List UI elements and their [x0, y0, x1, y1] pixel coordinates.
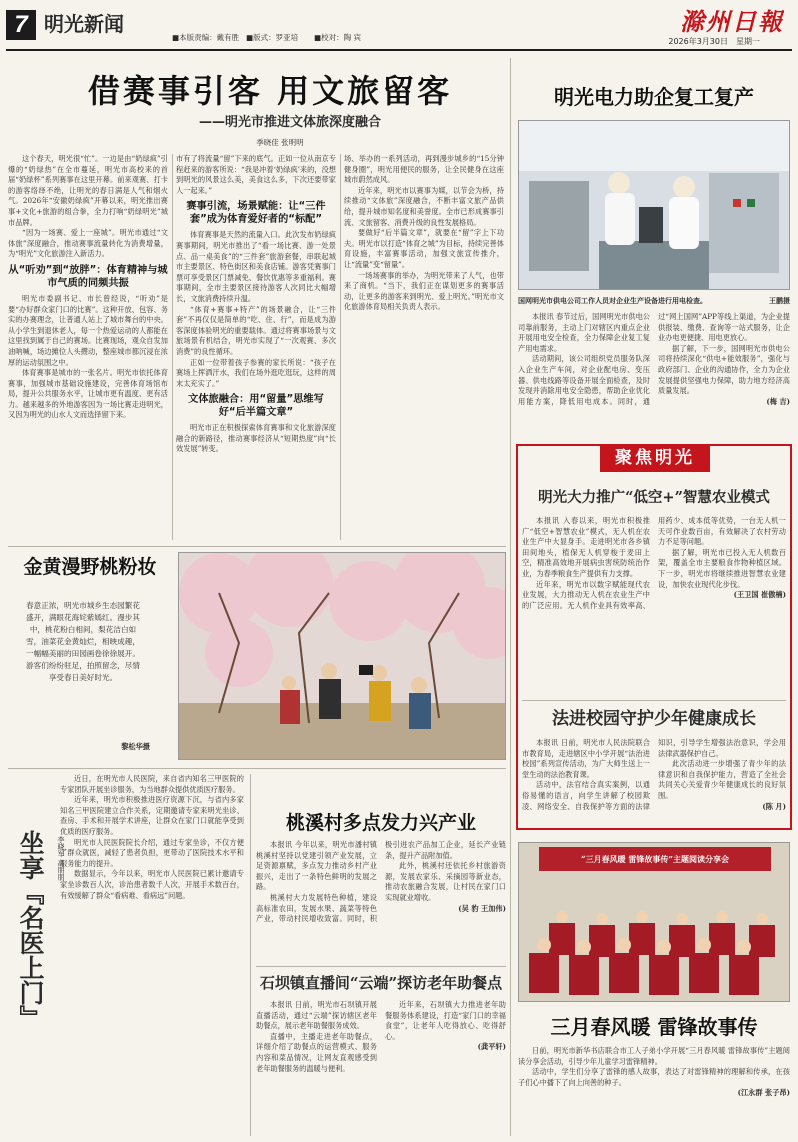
doctor-paragraph: 数据显示，今年以来，明光市人民医院已累计邀请专家坐诊数百人次，诊治患者数千人次，开展手术数百台，有效缓解了群众“看病难、看病远”问题。 — [60, 869, 244, 900]
peach-poem: 春意正浓，明光市城乡生态园繁花盛开，满眼花海姹紫嫣红。漫步其中，桃花粉白相间，梨花洁白如雪，油菜花金黄灿烂，相映成趣，一幅幅美丽的田园画卷徐徐展开。游客们纷纷驻足，拍照留念，尽情享受春日美好时光。 — [26, 601, 140, 682]
peach-credit: 黎松华摄 — [121, 742, 150, 751]
section-rule — [256, 966, 506, 967]
lead-paragraph: 场、举办的一系列活动，再到漫步城乡的“15分钟健身圈”，明光用便民的服务，让全民健身在这座城市蔚然成风。 — [344, 154, 504, 185]
masthead — [0, 0, 798, 52]
power-photo — [518, 120, 790, 290]
section-rule — [8, 546, 506, 547]
shiao-byline: (龚平轩) — [477, 1042, 506, 1052]
lead-subtitle: ——明光市推进文体旅深度融合 — [198, 115, 381, 130]
lead-paragraph: 市有了将流量“留”下来的底气。正如一位从南京专程赶来的游客所说：“我是冲着‘奶绿疯’来的，没想到明光的风景这么美，美食这么多，下次还要带家人一起来。” — [176, 154, 336, 195]
lead-subheading: 赛事引流，场景赋能：让“三件套”成为体育爱好者的“标配” — [186, 201, 326, 226]
power-photo-credit: 王鹏摄 — [769, 297, 790, 305]
thunder-paragraph: 活动中，学生们分享了雷锋的感人故事，表达了对雷锋精神的理解和传承，在孩子们心中播下了向上向善的种子。 — [518, 1067, 790, 1087]
doctor-byline: 李晓军 高朋朋 — [57, 836, 65, 881]
reading-event-photo — [518, 842, 790, 1002]
thunder-paragraph: 日前，明光市新华书店联合市工人子弟小学开展“三月春风暖 雷锋故事传”主题阅读分享会活动，引导少年儿童学习雷锋精神。 — [518, 1046, 790, 1066]
lead-paragraph: “体育+赛事+特产”的场景融合，让“三件套”不再仅仅是简单的“吃、住、行”，而是成为游客深度体验明光的重要载体。通过将赛事场景与文旅场景有机结合，明光市实现了“一次观赛、多次消费”的良性循环。 — [176, 304, 336, 356]
lead-column-1 — [8, 154, 168, 540]
shiao-paragraph: 近年来，石坝镇大力推进老年助餐服务体系建设，打造“家门口的幸福食堂”，让老年人吃得放心、吃得舒心。 — [385, 1000, 506, 1041]
column-divider — [172, 154, 173, 540]
taoxi-body — [256, 840, 506, 962]
editor-credit: ■本版责编：戴有胜 — [172, 33, 240, 42]
focus-article-1-headline: 明光大力推广“低空+”智慧农业模式 — [538, 489, 770, 506]
focus-divider — [522, 700, 786, 701]
taoxi-byline: (吴 豹 王加伟) — [458, 903, 506, 913]
focus-article-2-body — [522, 738, 786, 826]
lead-paragraph: “因为一场赛、爱上一座城”。明光市通过“文体旅”深度融合，推动赛事流量转化为消费增量，为“明光”文化旅游注入新活力。 — [8, 228, 168, 259]
header-rule — [6, 49, 792, 51]
taoxi-paragraph: 本报讯 今年以来，明光市潘村镇桃溪村坚持以党建引领产业发展，立足资源禀赋，多点发力推动乡村产业振兴，走出了一条特色鲜明的发展之路。 — [256, 840, 377, 892]
lead-column-2 — [176, 154, 336, 540]
power-paragraph: 本报讯 春节过后，国网明光市供电公司靠前服务，主动上门对辖区内重点企业开展用电安全检查，全力保障企业复工复产用电需求。 — [518, 312, 650, 353]
thunder-headline: 三月春风暖 雷锋故事传 — [550, 1015, 758, 1039]
lead-subheading: 从“听劝”到“放胖”：体育精神与城市气质的同频共振 — [8, 264, 168, 289]
lead-column-3 — [344, 154, 504, 540]
factory-inspection-image — [519, 121, 790, 290]
page-number-box: 7 — [6, 10, 36, 40]
doctor-headline: 坐享『名医上门』 — [16, 830, 45, 1030]
lead-paragraph: 体育赛事是城市的一张名片。明光市依托体育赛事，加强城市基础设施建设，完善体育场馆布局，提升公共服务水平，让城市更有温度、更有活力。越来越多的外地游客因为一场比赛走进明光，又因为明光的山水人文而选择留下来。 — [8, 368, 168, 420]
section-rule — [8, 768, 506, 769]
lead-paragraph: 明光市正在积极探索体育赛事和文化旅游深度融合的新路径，推动赛事经济从“短期热度”向“长效发展”转变。 — [176, 423, 336, 454]
power-photo-caption: 国网明光市供电公司工作人员对企业生产设备进行用电检查。 — [518, 297, 707, 305]
thunder-byline: (江永群 张子昂) — [737, 1088, 790, 1098]
proofreader-credit: ■校对：陶 宾 — [314, 33, 361, 42]
doctor-paragraph: 近年来，明光市积极推进医疗资源下沉，与省内多家知名三甲医院建立合作关系，定期邀请专家来明光坐诊、查房、手术和开展学术讲座，让群众在家门口就能享受到优质的医疗服务。 — [60, 795, 244, 836]
doctor-paragraph: 明光市人民医院院长介绍，通过专家坐诊，不仅方便了群众就医，减轻了患者负担，更带动了医院技术水平和服务能力的提升。 — [60, 837, 244, 868]
peach-photo — [178, 552, 506, 760]
column-divider — [510, 58, 511, 1136]
shiao-paragraph: 本报讯 日前，明光市石坝镇开展直播活动，通过“云端”探访辖区老年助餐点，展示老年助餐服务成效。 — [256, 1000, 377, 1031]
lead-subheading: 文体旅融合：用“留量”思维写好“后半篇文章” — [188, 394, 324, 419]
reading-event-banner: “三月春风暖 雷锋故事传”主题阅读分享会 — [581, 854, 729, 864]
thunder-body — [518, 1046, 790, 1134]
taoxi-headline: 桃溪村多点发力兴产业 — [285, 812, 476, 834]
focus-paragraph: 此次活动进一步增强了青少年的法律意识和自我保护能力，营造了全社会共同关心关爱青少年健康成长的良好氛围。 — [658, 759, 786, 800]
doctor-paragraph: 近日，在明光市人民医院，来自省内知名三甲医院的专家团队开展坐诊服务，为当地群众提供优质医疗服务。 — [60, 774, 244, 794]
lead-paragraph: 明光市委副书记、市长曾经说，“听劝”是要“办好群众家门口的比赛”。这种开放、包容、务实的办赛理念，让普通人站上了城市舞台的中央。从小学生到退休老人，每一个热爱运动的人都能在这里找到属于自己的赛场。比赛现场，观众自发加油呐喊，场边摊位人头攒动，整座城市都沉浸在浓厚的运动氛围之中。 — [8, 293, 168, 367]
lead-headline: 借赛事引客 用文旅留客 — [87, 72, 453, 110]
lead-paragraph: 一场场赛事的举办，为明光带来了人气，也带来了商机。“当下，我们正在谋划更多的赛事活动，让更多的游客来到明光、爱上明光。”明光市文化旅游体育局相关负责人表示。 — [344, 270, 504, 312]
section-title: 明光新闻 — [44, 12, 124, 36]
lead-paragraph: 体育赛事是天然的流量入口。此次发布奶绿疯赛事期间，明光市推出了“看一场比赛、游一处景点、品一桌美食”的“三件套”旅游套餐，串联起城市主要景区、特色街区和美食店铺。游客凭赛事门票可享受景区门票减免、餐饮优惠等多重福利。赛事期间，全市主要景区接待游客人次同比大幅增长，文旅消费持续升温。 — [176, 230, 336, 303]
focus-label: 聚焦明光 — [600, 444, 710, 472]
lead-paragraph: 这个春天，明光很“忙”。一边是由“奶绿疯”引爆的“奶绿热”在全市蔓延，明光市高校来的首届“奶绿杯”系列赛事在这里开幕。前来观赛、打卡的游客络绎不绝，让明光的春日满是人气和烟火气。2026年“安徽奶绿疯”开幕以来，明光推出赛事+文化+旅游的组合拳，全力打响“奶绿明光”城市品牌。 — [8, 154, 168, 227]
doctor-body — [60, 774, 244, 1134]
power-headline: 明光电力助企复工复产 — [554, 85, 754, 109]
focus-paragraph: 本报讯 入春以来，明光市积极推广“低空+智慧农业”模式，无人机在农业生产中大显身手。走进明光市各乡镇田间地头，植保无人机穿梭于麦田上空，精准高效地开展病虫害统防统治作业，为春季粮食生产提供有力支撑。 — [522, 516, 650, 578]
lead-byline: 季晓佳 张明明 — [256, 138, 304, 147]
column-divider — [250, 774, 251, 1136]
shiao-headline: 石坝镇直播间“云端”探访老年助餐点 — [259, 974, 503, 992]
focus-byline: (王卫国 崔傲楠) — [733, 590, 786, 600]
focus-paragraph: 近年来，明光市以数字赋能现代农业发展，大力推动无人机在农业生产中的广泛应用。无人机作业具有效率高、用药少、成本低等优势，一台无人机一天可作业数百亩，有效解决了农村劳动力不足等问题。 — [522, 516, 786, 610]
power-body — [518, 312, 790, 436]
focus-article-1-body — [522, 516, 786, 694]
newspaper-name: 滁州日報 — [680, 8, 784, 36]
shiao-paragraph: 直播中，主播走进老年助餐点，详细介绍了助餐点的运营模式、服务内容和菜品情况，让网友直观感受到老年助餐服务的温暖与便利。 — [256, 1031, 377, 1073]
shiao-body — [256, 1000, 506, 1134]
focus-article-2-headline: 法进校园守护少年健康成长 — [552, 709, 756, 729]
focus-byline: (陈 月) — [762, 801, 786, 811]
column-divider — [340, 154, 341, 540]
designer-credit: ■版式：罗亚培 — [246, 33, 299, 42]
power-paragraph: 活动期间，该公司组织党员服务队深入企业生产车间，对企业配电房、变压器、供电线路等设备开展全面检查，及时发现并消除用电安全隐患，帮助企业优化用能方案，降低用电成本。同时，通过“网上国网”APP等线上渠道，为企业提供报装、缴费、查询等一站式服务，让企业办电更便捷、用电更放心。 — [518, 312, 790, 406]
lead-paragraph: 正如一位带着孩子参赛的家长所说：“孩子在赛场上挥洒汗水，我们在场外逛吃逛玩，这样的周末太充实了。” — [176, 357, 336, 388]
lead-paragraph: 要做好“后半篇文章”，就要在“留”字上下功夫。明光市以打造“体育之城”为目标，持续完善体育设施，丰富赛事活动，加强文旅宣传推介，让“流量”变“留量”。 — [344, 228, 504, 269]
peach-orchard-image — [179, 553, 506, 760]
taoxi-paragraph: 此外，桃溪村还依托乡村旅游资源，发展农家乐、采摘园等新业态，推动农旅融合发展，让村民在家门口实现就业增收。 — [385, 861, 506, 902]
power-byline: (梅 吉) — [766, 396, 790, 406]
focus-paragraph: 活动中，法官结合真实案例，以通俗易懂的语言，向学生讲解了校园欺凌、网络安全、自我保护等方面的法律知识，引导学生增强法治意识，学会用法律武器保护自己。 — [522, 738, 786, 811]
taoxi-paragraph: 桃溪村大力发展特色种植，建设高标准农田，发展水果、蔬菜等特色产业，带动村民增收致富。同时，积极引进农产品加工企业，延长产业链条，提升产品附加值。 — [256, 840, 506, 924]
lead-paragraph: 近年来，明光市以赛事为媒，以节会为桥，持续推动“文体旅”深度融合，不断丰富文旅产品供给，提升城市知名度和美誉度。全市已形成赛事引流、文旅留客、消费升级的良性发展格局。 — [344, 185, 504, 227]
focus-paragraph: 本报讯 日前，明光市人民法院联合市教育局，走进辖区中小学开展“法治进校园”系列宣传活动，为广大师生送上一堂生动的法治教育课。 — [522, 738, 650, 779]
issue-weekday: 星期一 — [736, 37, 760, 46]
power-paragraph: 据了解，下一步，国网明光市供电公司将持续深化“供电+能效服务”，强化与政府部门、企业的沟通协作，全力为企业发展提供坚强电力保障，助力地方经济高质量发展。 — [658, 343, 790, 396]
peach-headline: 金黄漫野桃粉妆 — [23, 556, 157, 578]
issue-date: 2026年3月30日 — [668, 37, 728, 46]
focus-paragraph: 据了解，明光市已投入无人机数百架，覆盖全市主要粮食作物种植区域。下一步，明光市将继续推进智慧农业建设，加快农业现代化步伐。 — [658, 547, 786, 589]
